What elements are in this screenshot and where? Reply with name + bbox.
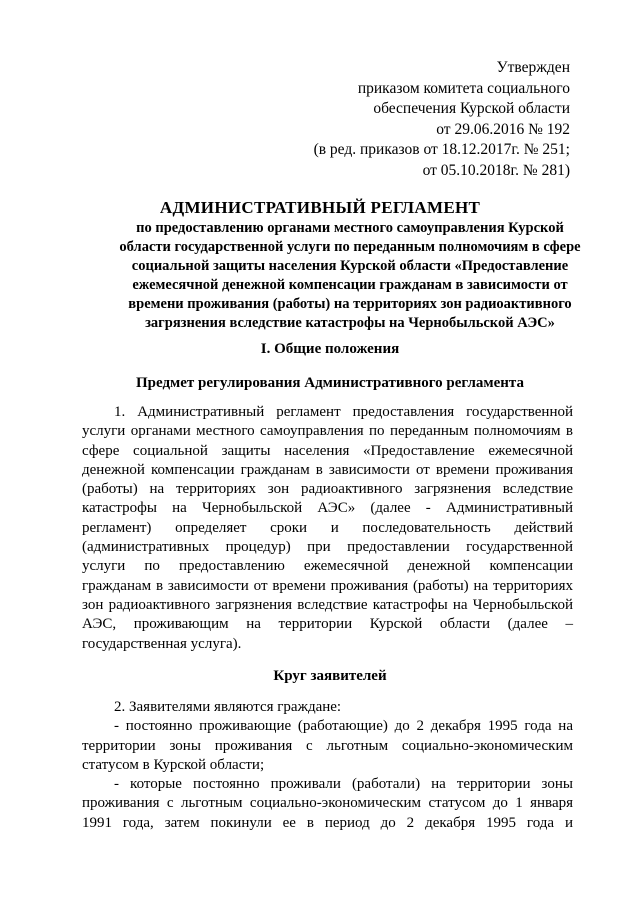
paragraph-line: гражданам в зависимости от времени проживания (работы) на территориях xyxy=(82,577,573,594)
paragraph-line: 1. Административный регламент предоставления государственной xyxy=(114,404,573,420)
subtitle-line: ежемесячной денежной компенсации гражданам в зависимости от xyxy=(132,277,568,293)
subtitle-line: области государственной услуги по переданным полномочиям в сфере xyxy=(119,239,581,255)
approval-line: (в ред. приказов от 18.12.2017г. № 251; xyxy=(313,141,570,158)
paragraph-line: сфере социальной защиты населения «Предоставление ежемесячной xyxy=(82,442,573,459)
section-heading-subject: Предмет регулирования Административного регламента xyxy=(136,375,524,391)
paragraph-line: территории зоны проживания с льготным социально-экономическим xyxy=(82,737,573,754)
paragraph-line: 1991 года, затем покинули ее в период до 2 декабря 1995 года и xyxy=(82,814,573,831)
paragraph-line: - которые постоянно проживали (работали) на территории зоны xyxy=(114,776,573,793)
paragraph-line: катастрофы на Чернобыльской АЭС» (далее - Административный xyxy=(82,500,573,517)
document-title: АДМИНИСТРАТИВНЫЙ РЕГЛАМЕНТ xyxy=(159,198,481,217)
paragraph-line: статусом в Курской области; xyxy=(82,756,265,773)
subtitle-line: загрязнения вследствие катастрофы на Чернобыльской АЭС» xyxy=(145,315,555,331)
approval-line: от 29.06.2016 № 192 xyxy=(436,120,570,138)
paragraph-line: денежной компенсации гражданам в зависимости от времени проживания xyxy=(82,461,573,478)
approval-line: Утвержден xyxy=(496,59,570,76)
approval-line: приказом комитета социального xyxy=(357,79,570,97)
paragraph-2 xyxy=(82,698,573,833)
subtitle-line: по предоставлению органами местного самоуправления Курской xyxy=(136,220,564,236)
subtitle-line: социальной защиты населения Курской области «Предоставление xyxy=(131,258,569,274)
paragraph-line: - постоянно проживающие (работающие) до 2 декабря 1995 года на xyxy=(114,718,573,735)
subtitle-line: времени проживания (работы) на территориях зон радиоактивного xyxy=(128,296,572,312)
approval-line: обеспечения Курской области xyxy=(373,100,570,117)
paragraph-line: государственная услуга). xyxy=(82,635,242,652)
paragraph-line: услуги по предоставлению ежемесячной денежной компенсации xyxy=(82,558,573,575)
paragraph-line: регламент) определяет сроки и последовательность действий xyxy=(82,519,573,536)
document-subtitle xyxy=(90,219,610,333)
paragraph-line: зон радиоактивного загрязнения вследствие катастрофы на Чернобыльской xyxy=(82,596,573,613)
section-heading-general: I. Общие положения xyxy=(260,341,400,357)
paragraph-1 xyxy=(82,403,573,654)
paragraph-line: проживания с льготным социально-экономическим статусом до 1 января xyxy=(82,795,573,812)
paragraph-line: АЭС, проживающим на территории Курской области (далее – xyxy=(82,616,573,633)
paragraph-line: (работы) на территориях зон радиоактивного загрязнения вследствие xyxy=(82,481,573,498)
approval-line: от 05.10.2018г. № 281) xyxy=(422,161,570,179)
paragraph-line: 2. Заявителями являются граждане: xyxy=(114,699,342,715)
section-heading-applicants: Круг заявителей xyxy=(273,668,387,684)
paragraph-line: услуги органами местного самоуправления по переданным полномочиям в xyxy=(82,423,573,440)
paragraph-line: (административных процедур) при предоставлении государственной xyxy=(82,539,573,556)
approval-block xyxy=(314,58,570,181)
